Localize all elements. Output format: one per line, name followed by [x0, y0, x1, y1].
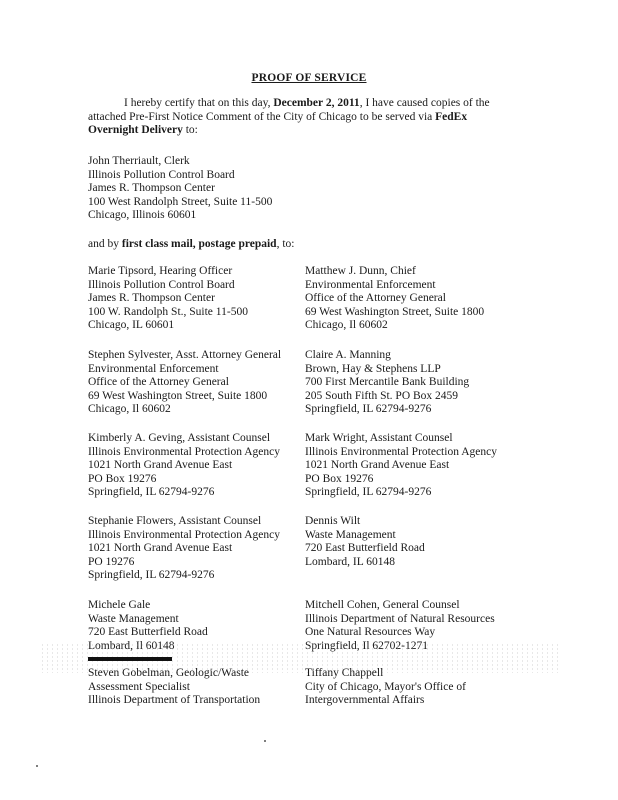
address-line: 1021 North Grand Avenue East — [88, 459, 233, 472]
address-line: Matthew J. Dunn, Chief — [305, 265, 416, 277]
address-line: Illinois Department of Natural Resources — [305, 612, 495, 625]
address-line: Illinois Environmental Protection Agency — [305, 445, 497, 458]
address-line: 100 West Randolph Street, Suite 11-500 — [88, 195, 273, 208]
first-class-text: , to: — [276, 238, 295, 250]
intro-text: I hereby certify that on this day, — [124, 97, 271, 109]
address-line: 69 West Washington Street, Suite 1800 — [305, 305, 485, 318]
address-line: 69 West Washington Street, Suite 1800 — [88, 389, 268, 402]
delivery-method: Overnight Delivery — [88, 124, 183, 137]
first-class-text: and by — [88, 238, 122, 250]
recipient-address — [88, 349, 298, 417]
scan-speck — [36, 765, 38, 767]
address-line: Springfield, IL 62794-9276 — [88, 569, 215, 582]
first-class-line — [88, 238, 294, 252]
address-line: Kimberly A. Geving, Assistant Counsel — [88, 432, 271, 444]
address-line: Illinois Environmental Protection Agency — [88, 528, 280, 541]
address-line: Michele Gale — [88, 599, 151, 611]
intro-text: to: — [182, 124, 198, 137]
address-line: Marie Tipsord, Hearing Officer — [88, 265, 233, 277]
address-line: One Natural Resources Way — [305, 626, 436, 639]
intro-paragraph — [88, 97, 518, 138]
recipient-address — [305, 349, 605, 417]
address-line: PO Box 19276 — [305, 472, 374, 485]
address-line: 720 East Butterfield Road — [88, 626, 208, 639]
address-line: Springfield, IL 62794-9276 — [305, 403, 432, 416]
address-line: Stephen Sylvester, Asst. Attorney General — [88, 349, 282, 361]
address-line: Chicago, Illinois 60601 — [88, 209, 197, 222]
intro-line-2 — [88, 111, 518, 125]
address-line: Springfield, Il 62702-1271 — [305, 639, 428, 652]
address-line: Chicago, Il 60602 — [88, 403, 171, 416]
address-line: Stephanie Flowers, Assistant Counsel — [88, 515, 262, 527]
address-line: Assessment Specialist — [88, 680, 190, 693]
recipient-address — [305, 265, 605, 333]
address-line: Illinois Department of Transportation — [88, 694, 261, 707]
intro-line-3 — [88, 124, 518, 138]
address-line: Springfield, IL 62794-9276 — [88, 486, 215, 499]
address-line: Illinois Environmental Protection Agency — [88, 445, 280, 458]
address-line: James R. Thompson Center — [88, 292, 215, 305]
address-line: Illinois Pollution Control Board — [88, 278, 235, 291]
address-line: Steven Gobelman, Geologic/Waste — [88, 667, 249, 679]
address-line: Springfield, IL 62794-9276 — [305, 486, 432, 499]
address-line: Office of the Attorney General — [305, 292, 446, 305]
address-line: 1021 North Grand Avenue East — [305, 459, 450, 472]
address-line: 700 First Mercantile Bank Building — [305, 376, 470, 389]
address-line: Illinois Pollution Control Board — [88, 168, 235, 181]
address-line: Mark Wright, Assistant Counsel — [305, 432, 453, 444]
redaction-bar — [88, 657, 172, 661]
address-line: James R. Thompson Center — [88, 182, 215, 195]
intro-line-1 — [88, 97, 518, 111]
recipient-address — [305, 515, 605, 569]
address-line: 1021 North Grand Avenue East — [88, 542, 233, 555]
address-line: Environmental Enforcement — [305, 278, 436, 291]
address-line: Claire A. Manning — [305, 349, 391, 361]
intro-text: attached Pre-First Notice Comment of the City of Chicago to be served via — [88, 110, 433, 123]
address-line: Chicago, IL 60601 — [88, 319, 175, 332]
address-line: PO 19276 — [88, 555, 135, 568]
recipient-address — [88, 515, 298, 583]
recipient-address — [88, 432, 298, 500]
address-line: Brown, Hay & Stephens LLP — [305, 362, 441, 375]
address-line: Lombard, IL 60148 — [305, 555, 395, 568]
address-line: 100 W. Randolph St., Suite 11-500 — [88, 305, 248, 318]
page-title: PROOF OF SERVICE — [251, 72, 367, 84]
recipient-address — [305, 432, 605, 500]
address-line: Intergovernmental Affairs — [305, 694, 425, 707]
address-line: PO Box 19276 — [88, 472, 157, 485]
address-line: John Therriault, Clerk — [88, 155, 190, 167]
address-line: Office of the Attorney General — [88, 376, 229, 389]
scan-speck — [264, 740, 266, 742]
intro-text: , I have caused copies of the — [359, 97, 490, 109]
address-line: Environmental Enforcement — [88, 362, 219, 375]
address-line: Dennis Wilt — [305, 515, 361, 527]
clerk-address — [88, 155, 272, 223]
recipient-address — [88, 667, 298, 708]
address-line: City of Chicago, Mayor's Office of — [305, 680, 466, 693]
address-line: Lombard, Il 60148 — [88, 639, 175, 652]
recipient-address — [88, 265, 298, 333]
address-line: Chicago, Il 60602 — [305, 319, 388, 332]
delivery-method: FedEx — [435, 110, 468, 123]
address-line: Waste Management — [305, 528, 396, 541]
address-line: 720 East Butterfield Road — [305, 542, 425, 555]
recipient-address — [305, 667, 605, 708]
address-line: Mitchell Cohen, General Counsel — [305, 599, 460, 611]
address-line: Waste Management — [88, 612, 179, 625]
service-date: December 2, 2011 — [273, 97, 360, 109]
first-class-method: first class mail, postage prepaid — [121, 238, 277, 250]
address-line: Tiffany Chappell — [305, 667, 384, 679]
address-line: 205 South Fifth St. PO Box 2459 — [305, 389, 459, 402]
